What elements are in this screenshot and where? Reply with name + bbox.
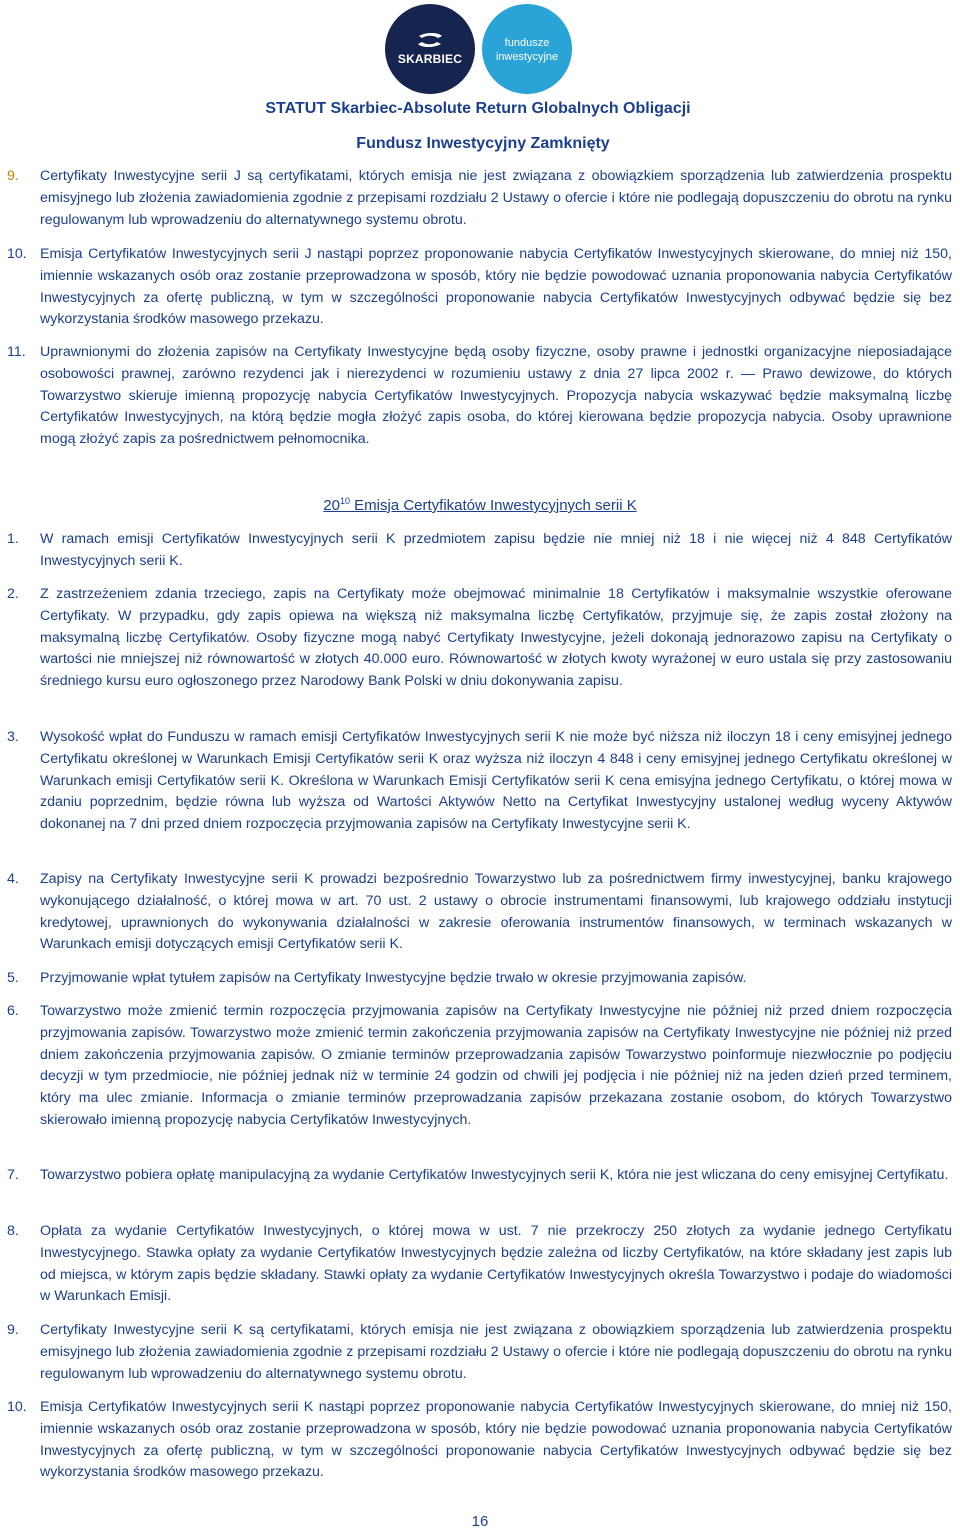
section-title: Emisja Certyfikatów Inwestycyjnych serii K bbox=[354, 497, 637, 514]
paragraph-number: 4. bbox=[7, 871, 19, 887]
document-subtitle-text: Fundusz Inwestycyjny Zamknięty bbox=[356, 135, 610, 152]
skarbiec-s-icon bbox=[416, 32, 444, 50]
paragraph-number: 9. bbox=[7, 168, 19, 184]
skarbiec-logo-text: SKARBIEC bbox=[397, 52, 463, 66]
section-footnote-ref: 10 bbox=[339, 496, 350, 506]
paragraph-number: 9. bbox=[7, 1322, 19, 1338]
document-subtitle bbox=[0, 135, 960, 153]
paragraph-number: 3. bbox=[7, 729, 19, 745]
paragraph-text: Z zastrzeżeniem zdania trzeciego, zapis na Certyfikaty może obejmować minimalnie 18 Certyfikatów i maksymalnie wszystkie oferowane Certyfikaty. W przypadku, gdy zapis opiewa na większą niż maksymalna liczbę Certyfikatów, przyjmuje się, że zapis został złożony na maksymalną liczbę Certyfikatów. Osoby fizyczne mogą nabyć Certyfikaty Inwestycyjne, jeżeli dokonają jednorazowo zapisu na Certyfikaty o wartości nie mniejszej niż równowartość w złotych 40.000 euro. Równowartość w złotych kwoty wyrażonej w euro ustala się przy zastosowaniu średniego kursu euro ogłoszonego przez Narodowy Bank Polski w dniu dokonywania zapisu. bbox=[40, 586, 952, 690]
section-number: 20 bbox=[323, 497, 340, 514]
paragraph-number: 10. bbox=[7, 246, 27, 262]
fundusze-logo-line2: inwestycyjne bbox=[495, 51, 559, 63]
paragraph-text: Emisja Certyfikatów Inwestycyjnych serii J nastąpi poprzez proponowanie nabycia Certyfikatów Inwestycyjnych skierowane, do mniej niż 150, imiennie wskazanych osób oraz zostanie przeprowadzona w sposób, który nie będzie powodować uznania proponowania nabycia Certyfikatów Inwestycyjnych za ofertę publiczną, w tym w szczególności proponowanie nabycia Certyfikatów Inwestycyjnych odbywać będzie się bez wykorzystania środków masowego przekazu. bbox=[40, 246, 952, 328]
page-number: 16 bbox=[471, 1513, 489, 1530]
paragraph-text: Zapisy na Certyfikaty Inwestycyjne serii K prowadzi bezpośrednio Towarzystwo lub za pośrednictwem firmy inwestycyjnej, banku krajowego wykonującego działalność, o której mowa w art. 70 ust. 2 ustawy o obrocie instrumentami finansowymi, lub krajowego oddziału instytucji kredytowej, uprawnionych do wykonywania działalności w zakresie oferowania instrumentów finansowych, w terminach wskazanych w Warunkach emisji dotyczących emisji Certyfikatów serii K. bbox=[40, 871, 952, 953]
paragraph-text: Emisja Certyfikatów Inwestycyjnych serii K nastąpi poprzez proponowanie nabycia Certyfikatów Inwestycyjnych skierowane, do mniej niż 150, imiennie wskazanych osób oraz zostanie przeprowadzona w sposób, który nie będzie powodować uznania proponowania nabycia Certyfikatów Inwestycyjnych za ofertę publiczną, w tym w szczególności proponowanie nabycia Certyfikatów Inwestycyjnych odbywać będzie się bez wykorzystania środków masowego przekazu. bbox=[40, 1399, 952, 1481]
section-heading-inner bbox=[323, 497, 636, 514]
paragraph-text: Opłata za wydanie Certyfikatów Inwestycyjnych, o której mowa w ust. 7 nie przekroczy 250 złotych za wydanie jednego Certyfikatu Inwestycyjnego. Stawka opłaty za wydanie Certyfikatów Inwestycyjnych będzie zależna od liczby Certyfikatów, na które składany jest zapis lub od miejsca, w którym zapis będzie składany. Stawki opłaty za wydanie Certyfikatów Inwestycyjnych określa Towarzystwo i podaje do wiadomości w Warunkach Emisji. bbox=[40, 1223, 952, 1305]
paragraph-number: 8. bbox=[7, 1223, 19, 1239]
paragraph-number: 11. bbox=[7, 344, 26, 360]
section-heading bbox=[0, 496, 960, 514]
paragraph-number: 6. bbox=[7, 1003, 19, 1019]
paragraph-text: Wysokość wpłat do Funduszu w ramach emisji Certyfikatów Inwestycyjnych serii K nie może być niższa niż iloczyn 18 i ceny emisyjnej jednego Certyfikatu określonej w Warunkach Emisji Certyfikatów serii K oraz wyższa niż iloczyn 4 848 i ceny emisyjnej jednego Certyfikatu określonej w Warunkach emisji Certyfikatów serii K. Określona w Warunkach Emisji Certyfikatów serii K cena emisyjna jednego Certyfikatu, o której mowa w zdaniu poprzednim, będzie równa lub wyższa od Wartości Aktywów Netto na Certyfikat Inwestycyjny ustalonej według wyceny Aktywów dokonanej na 7 dni przed dniem rozpoczęcia przyjmowania zapisów na Certyfikaty Inwestycyjne serii K. bbox=[40, 729, 952, 833]
fundusze-logo bbox=[482, 4, 572, 94]
paragraph-text: Towarzystwo może zmienić termin rozpoczęcia przyjmowania zapisów na Certyfikaty Inwestycyjne nie później niż przed dniem rozpoczęcia przyjmowania zapisów. Towarzystwo może zmienić termin zakończenia przyjmowania zapisów na Certyfikaty Inwestycyjne nie później niż przed dniem zakończenia przyjmowania zapisów. O zmianie terminów przeprowadzania zapisów Towarzystwo poinformuje niezwłocznie po podjęciu decyzji w tym przedmiocie, nie później jednak niż w terminie 24 godzin od chwili jej podjęcia i nie później niż na jeden dzień przed terminem, który ma ulec zmianie. Informacja o zmianie terminów przeprowadzania zapisów przekazana zostanie osobom, do których Towarzystwo skierowało imienną propozycję nabycia Certyfikatów Inwestycyjnych. bbox=[40, 1003, 952, 1128]
paragraph-number: 10. bbox=[7, 1399, 27, 1415]
skarbiec-logo bbox=[385, 4, 475, 94]
paragraph-number: 7. bbox=[7, 1167, 19, 1183]
paragraph-text: Certyfikaty Inwestycyjne serii K są certyfikatami, których emisja nie jest związana z obowiązkiem sporządzenia lub zatwierdzenia prospektu emisyjnego lub złożenia zawiadomienia zgodnie z przepisami rozdziału 2 Ustawy o ofercie i które nie podlegają dopuszczeniu do obrotu na rynku regulowanym lub wprowadzeniu do alternatywnego systemu obrotu. bbox=[40, 1322, 952, 1382]
document-title bbox=[0, 100, 960, 118]
paragraph-number: 1. bbox=[7, 531, 19, 547]
paragraph-text: Przyjmowanie wpłat tytułem zapisów na Certyfikaty Inwestycyjne będzie trwało w okresie przyjmowania zapisów. bbox=[40, 970, 747, 986]
document-title-text: STATUT Skarbiec-Absolute Return Globalnych Obligacji bbox=[265, 100, 691, 117]
fundusze-logo-line1: fundusze bbox=[504, 37, 550, 49]
paragraph-number: 2. bbox=[7, 586, 19, 602]
paragraph-number: 5. bbox=[7, 970, 19, 986]
header-logos bbox=[385, 4, 580, 96]
paragraph-text: Uprawnionymi do złożenia zapisów na Certyfikaty Inwestycyjne będą osoby fizyczne, osoby prawne i jednostki organizacyjne nieposiadające osobowości prawnej, zarówno rezydenci jak i nierezydenci w rozumieniu ustawy z dnia 27 lipca 2002 r. — Prawo dewizowe, do których Towarzystwo skieruje imienną propozycję nabycia Certyfikatów Inwestycyjnych. Propozycja nabycia wskazywać będzie maksymalną liczbę Certyfikatów Inwestycyjnych, na którą będzie mogła złożyć zapis osoba, do której kierowana będzie propozycja nabycia. Osoby uprawnione mogą złożyć zapis za pośrednictwem pełnomocnika. bbox=[40, 344, 952, 448]
paragraph-text: W ramach emisji Certyfikatów Inwestycyjnych serii K przedmiotem zapisu będzie nie mniej niż 18 i nie więcej niż 4 848 Certyfikatów Inwestycyjnych serii K. bbox=[40, 531, 952, 569]
paragraph-text: Towarzystwo pobiera opłatę manipulacyjną za wydanie Certyfikatów Inwestycyjnych serii K, która nie jest wliczana do ceny emisyjnej Certyfikatu. bbox=[40, 1167, 949, 1183]
paragraph-text: Certyfikaty Inwestycyjne serii J są certyfikatami, których emisja nie jest związana z obowiązkiem sporządzenia lub zatwierdzenia prospektu emisyjnego lub złożenia zawiadomienia zgodnie z przepisami rozdziału 2 Ustawy o ofercie i które nie podlegają dopuszczeniu do obrotu na rynku regulowanym lub wprowadzeniu do alternatywnego systemu obrotu. bbox=[40, 168, 952, 228]
